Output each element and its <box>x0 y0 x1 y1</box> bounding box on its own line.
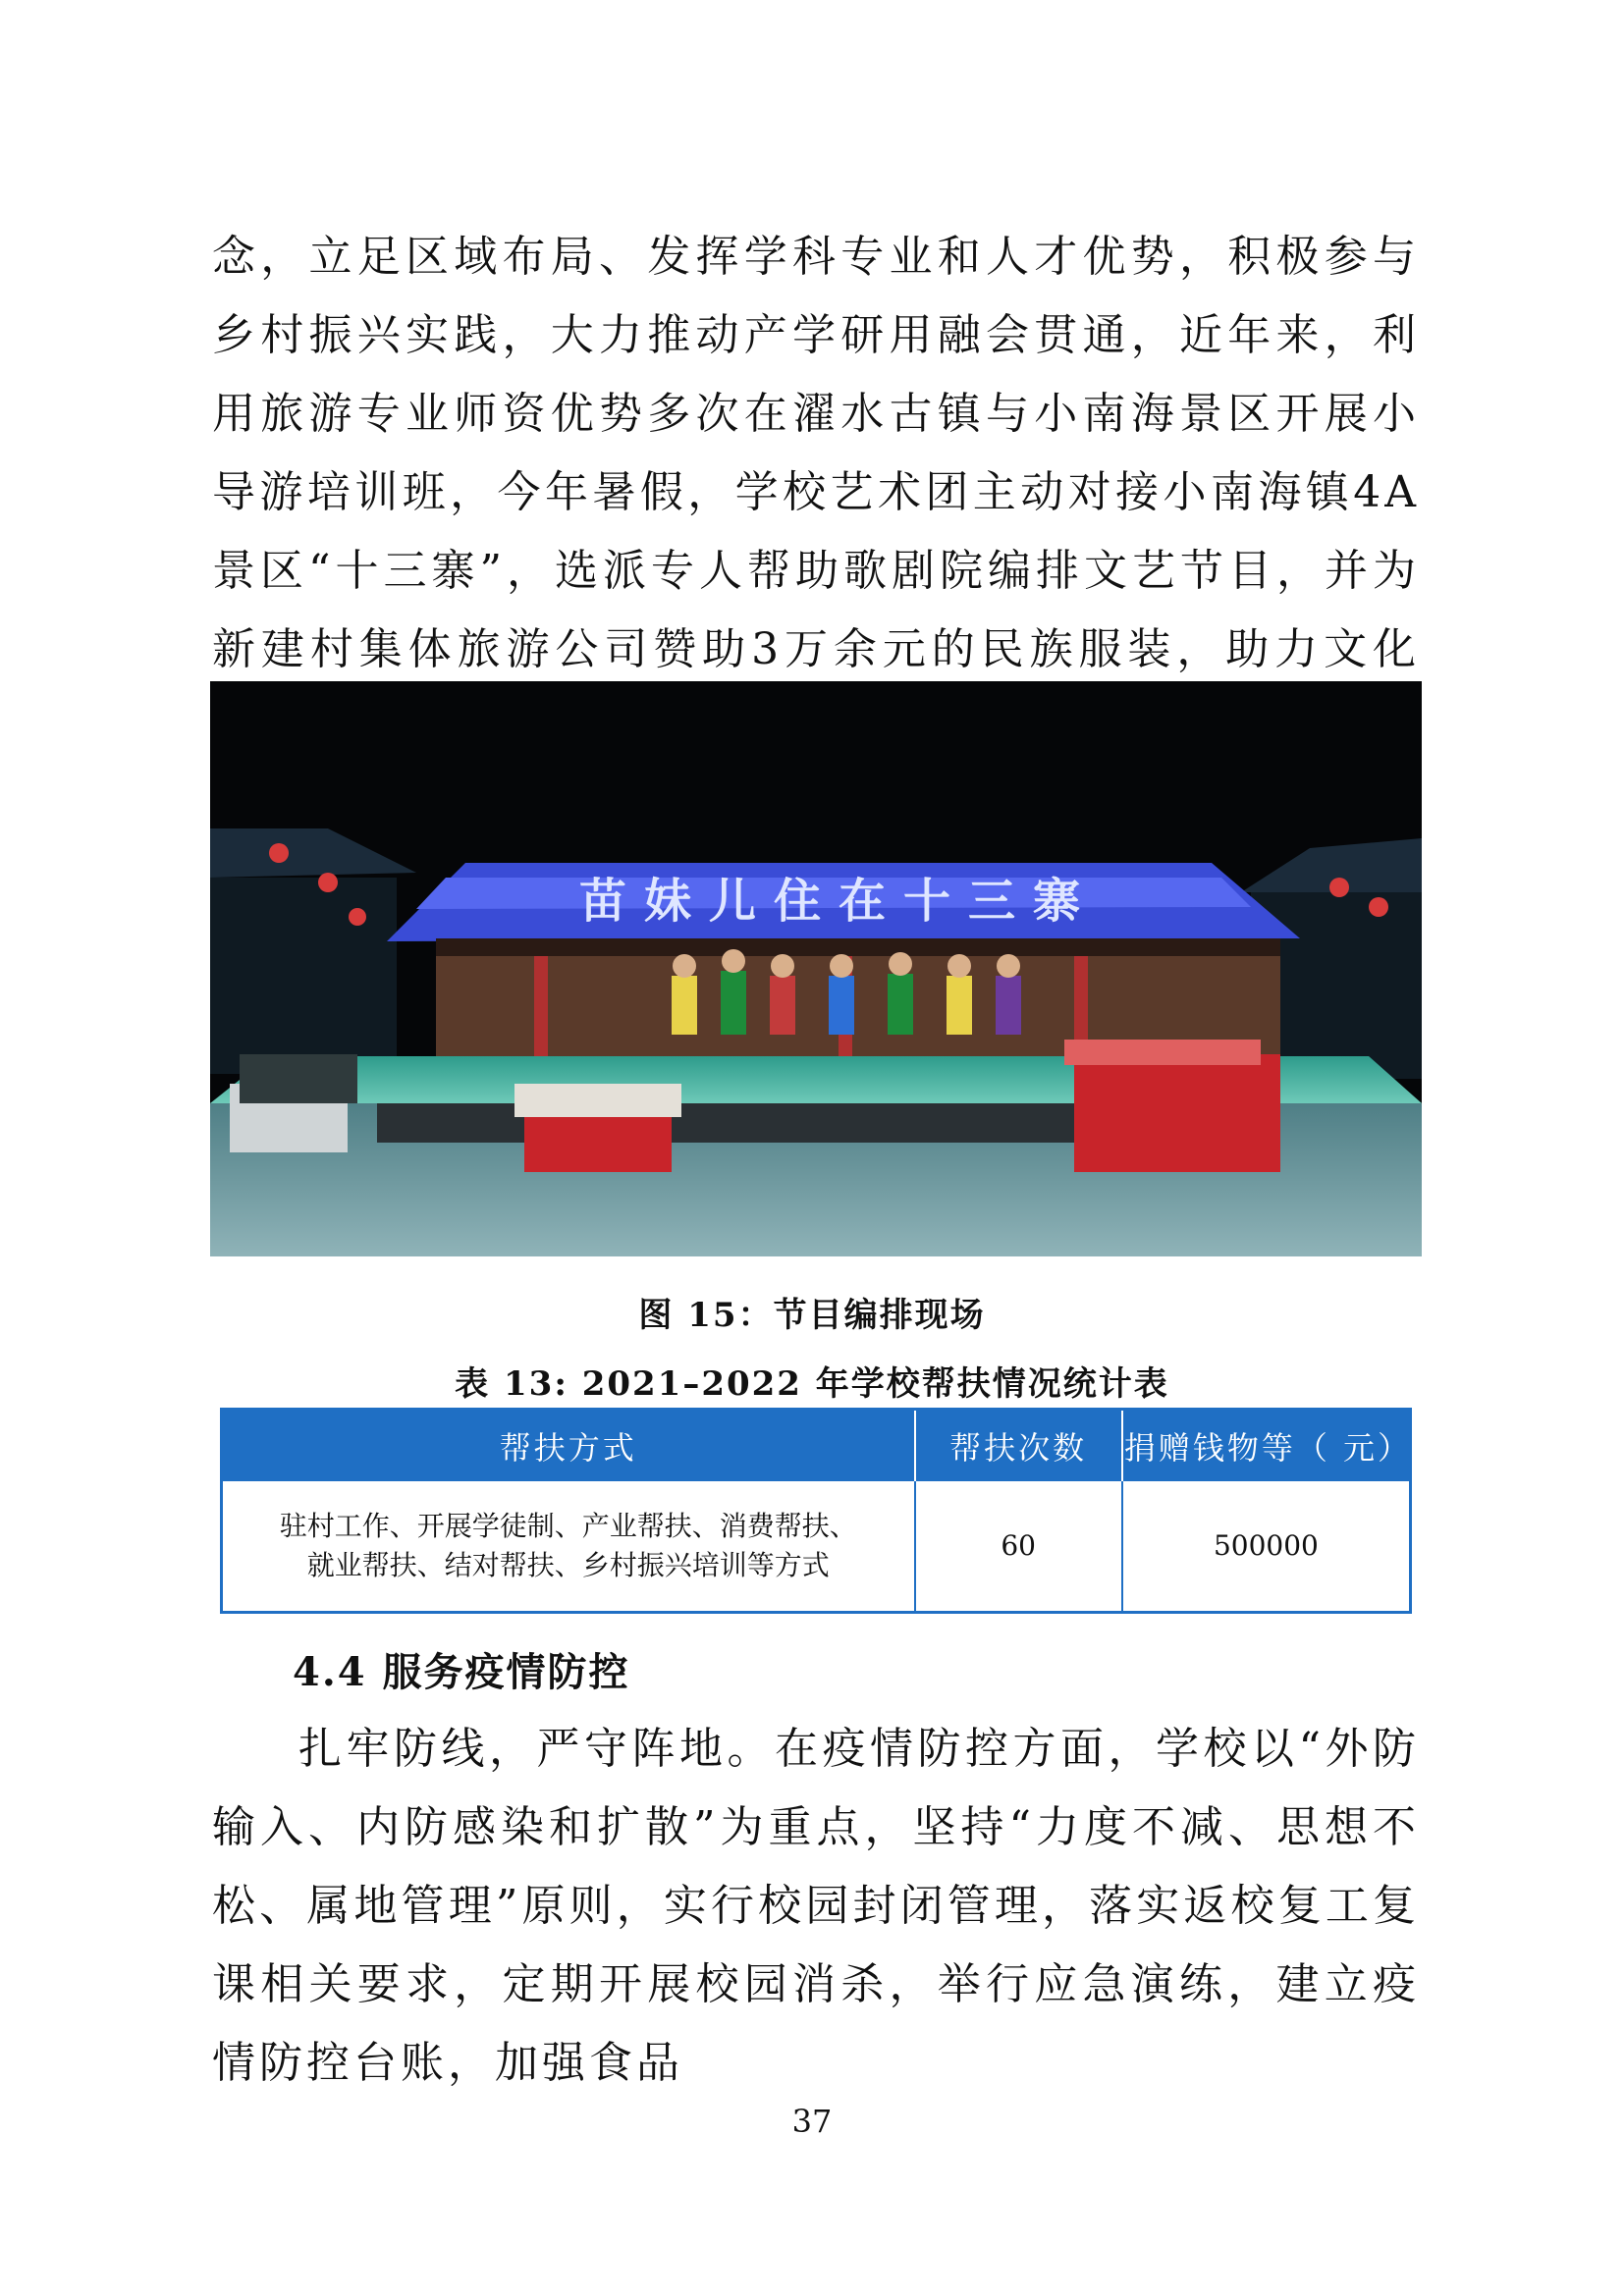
cell-count: 60 <box>915 1481 1122 1613</box>
page-number: 37 <box>791 2103 833 2140</box>
section-heading: 4.4 服务疫情防控 <box>293 1649 630 1695</box>
performance-photo <box>210 681 1422 1256</box>
header-donation: 捐赠钱物等（ 元） <box>1122 1410 1411 1482</box>
table-row <box>222 1481 1411 1613</box>
table-header-row <box>222 1410 1411 1482</box>
stage-banner-text: 苗妹儿住在十三寨 <box>578 874 1099 929</box>
cell-method-line2: 就业帮扶、结对帮扶、乡村振兴培训等方式 <box>306 1549 830 1581</box>
header-count: 帮扶次数 <box>915 1410 1122 1482</box>
intro-paragraph: 念，立足区域布局、发挥学科专业和人才优势，积极参与乡村振兴实践，大力推动产学研用融会贯通，近年来，利用旅游专业师资优势多次在濯水古镇与小南海景区开展小导游培训班，今年暑假，学校艺术团主动对接小南海镇4A景区“十三寨”，选派专人帮助歌剧院编排文艺节目，并为新建村集体旅游公司赞助3万余元的民族服装，助力文化 <box>212 232 1420 674</box>
epidemic-paragraph: 扎牢防线，严守阵地。在疫情防控方面，学校以“外防输入、内防感染和扩散”为重点，坚持“力度不减、思想不松、属地管理”原则，实行校园封闭管理，落实返校复工复课相关要求，定期开展校园消杀，举行应急演练，建立疫情防控台账，加强食品 <box>212 1724 1420 2088</box>
cell-method <box>222 1481 915 1613</box>
table-caption: 表 13: 2021–2022 年学校帮扶情况统计表 <box>455 1364 1169 1404</box>
cell-method-line1: 驻村工作、开展学徒制、产业帮扶、消费帮扶、 <box>279 1510 857 1542</box>
performance-scene-illustration <box>210 681 1422 1256</box>
assistance-statistics-table <box>220 1408 1412 1614</box>
header-method: 帮扶方式 <box>222 1410 915 1482</box>
cell-donation: 500000 <box>1213 1529 1319 1562</box>
figure-caption: 图 15：节目编排现场 <box>638 1296 986 1335</box>
